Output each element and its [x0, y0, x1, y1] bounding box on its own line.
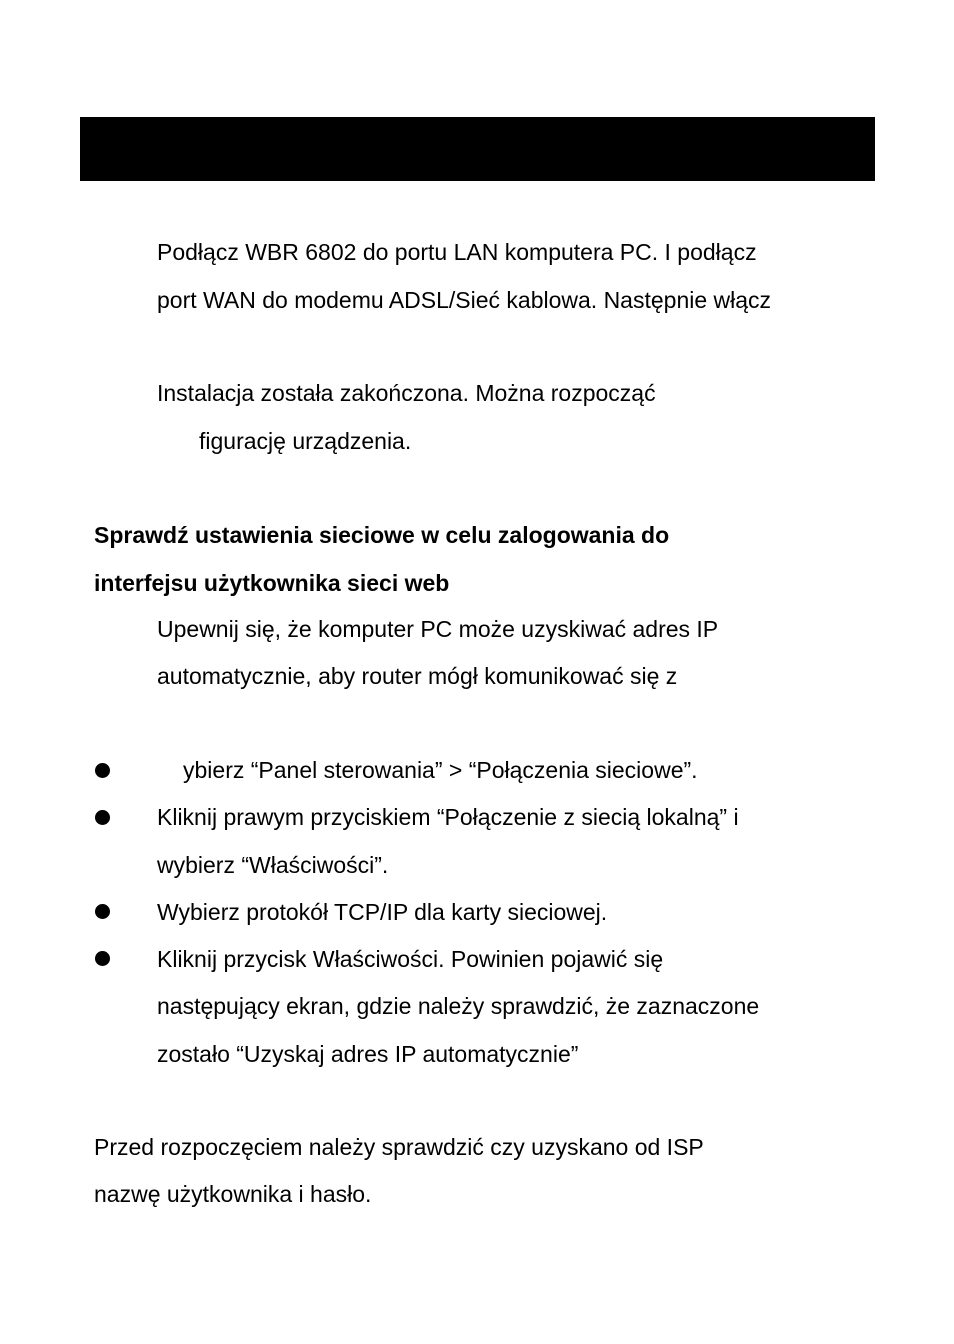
intro-line1: Upewnij się, że komputer PC może uzyskiwać adres IP [157, 616, 719, 642]
intro-line2: automatycznie, aby router mógł komunikować się z [157, 663, 678, 689]
bullet-2-line1: Kliknij prawym przyciskiem “Połączenie z siecią lokalną” i [157, 804, 739, 830]
footer-line2: nazwę użytkownika i hasło. [94, 1181, 372, 1207]
footer-line1: Przed rozpoczęciem należy sprawdzić czy uzyskano od ISP [94, 1134, 704, 1160]
bullet-4-line2: następujący ekran, gdzie należy sprawdzić, że zaznaczone [157, 993, 760, 1019]
bullet-4-line1: Kliknij przycisk Właściwości. Powinien pojawić się [157, 946, 664, 972]
bullet-4-line3: zostało “Uzyskaj adres IP automatycznie” [157, 1041, 579, 1067]
heading-line2: interfejsu użytkownika sieci web [94, 570, 450, 596]
header-bar [80, 117, 875, 181]
section2-line2: figurację urządzenia. [199, 428, 412, 454]
section2-line1: Instalacja została zakończona. Można rozpocząć [157, 380, 656, 406]
bullet-icon [95, 763, 110, 778]
section1-line2: port WAN do modemu ADSL/Sieć kablowa. Następnie włącz [157, 287, 772, 313]
bullet-3-line1: Wybierz protokół TCP/IP dla karty sieciowej. [157, 899, 608, 925]
bullet-icon [95, 951, 110, 966]
bullet-2-line2: wybierz “Właściwości”. [157, 852, 389, 878]
bullet-1-line1: ybierz “Panel sterowania” > “Połączenia sieciowe”. [183, 757, 698, 783]
bullet-icon [95, 810, 110, 825]
section1-line1: Podłącz WBR 6802 do portu LAN komputera PC. I podłącz [157, 239, 757, 265]
heading-line1: Sprawdź ustawienia sieciowe w celu zalogowania do [94, 522, 670, 548]
bullet-icon [95, 904, 110, 919]
